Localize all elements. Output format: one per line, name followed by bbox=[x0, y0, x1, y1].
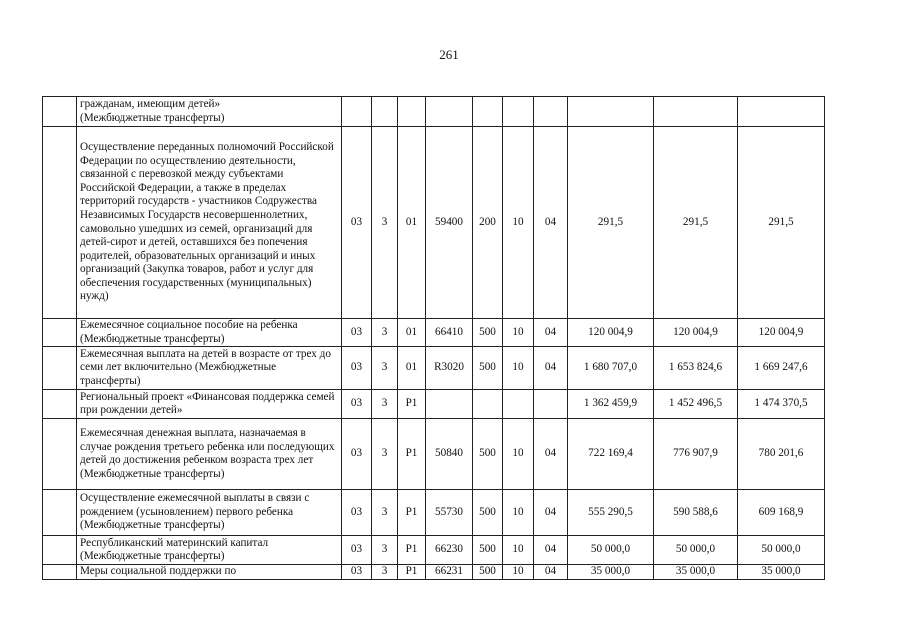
row-number-cell bbox=[43, 127, 77, 319]
amount-cell: 120 004,9 bbox=[654, 319, 738, 347]
description-cell: Ежемесячная выплата на детей в возрасте от трех до семи лет включительно (Межбюджетные трансферты) bbox=[77, 347, 342, 390]
code-cell: 04 bbox=[534, 347, 568, 390]
description-cell: гражданам, имеющим детей» (Межбюджетные трансферты) bbox=[77, 97, 342, 127]
code-cell: 500 bbox=[473, 319, 503, 347]
budget-table bbox=[42, 96, 825, 580]
table-row bbox=[43, 390, 825, 419]
description-cell: Ежемесячное социальное пособие на ребенка (Межбюджетные трансферты) bbox=[77, 319, 342, 347]
code-cell: P1 bbox=[398, 390, 426, 419]
code-cell: 55730 bbox=[426, 490, 473, 536]
code-cell: 10 bbox=[503, 419, 534, 490]
code-cell: P1 bbox=[398, 490, 426, 536]
amount-cell bbox=[738, 97, 825, 127]
amount-cell: 291,5 bbox=[738, 127, 825, 319]
description-cell: Осуществление ежемесячной выплаты в связи с рождением (усыновлением) первого ребенка (Межбюджетные трансферты) bbox=[77, 490, 342, 536]
code-cell: 10 bbox=[503, 490, 534, 536]
code-cell: 3 bbox=[372, 419, 398, 490]
page-number: 261 bbox=[439, 47, 459, 62]
code-cell: 10 bbox=[503, 319, 534, 347]
amount-cell: 722 169,4 bbox=[568, 419, 654, 490]
table-row bbox=[43, 97, 825, 127]
code-cell: 03 bbox=[342, 127, 372, 319]
table-row bbox=[43, 419, 825, 490]
amount-cell: 120 004,9 bbox=[738, 319, 825, 347]
code-cell: 50840 bbox=[426, 419, 473, 490]
amount-cell: 1 474 370,5 bbox=[738, 390, 825, 419]
amount-cell: 590 588,6 bbox=[654, 490, 738, 536]
row-number-cell bbox=[43, 565, 77, 580]
code-cell: 3 bbox=[372, 490, 398, 536]
code-cell: 66230 bbox=[426, 536, 473, 565]
code-cell bbox=[426, 390, 473, 419]
code-cell bbox=[534, 97, 568, 127]
code-cell: P1 bbox=[398, 419, 426, 490]
table-row bbox=[43, 319, 825, 347]
amount-cell: 555 290,5 bbox=[568, 490, 654, 536]
code-cell: 66410 bbox=[426, 319, 473, 347]
code-cell: 04 bbox=[534, 419, 568, 490]
row-number-cell bbox=[43, 319, 77, 347]
amount-cell: 609 168,9 bbox=[738, 490, 825, 536]
code-cell: 04 bbox=[534, 536, 568, 565]
amount-cell: 1 362 459,9 bbox=[568, 390, 654, 419]
amount-cell: 50 000,0 bbox=[738, 536, 825, 565]
amount-cell bbox=[654, 97, 738, 127]
amount-cell: 50 000,0 bbox=[654, 536, 738, 565]
amount-cell: 35 000,0 bbox=[738, 565, 825, 580]
code-cell: 10 bbox=[503, 127, 534, 319]
code-cell: 500 bbox=[473, 536, 503, 565]
description-cell: Региональный проект «Финансовая поддержка семей при рождении детей» bbox=[77, 390, 342, 419]
code-cell: 01 bbox=[398, 319, 426, 347]
code-cell: 04 bbox=[534, 319, 568, 347]
description-cell: Осуществление переданных полномочий Российской Федерации по осуществлению деятельности, связанной с перевозкой между субъектами Российской Федерации, а также в пределах территорий государств - участников Содружества Независимых Государств несовершеннолетних, самовольно ушедших из семей, организаций для детей-сирот и детей, оставшихся без попечения родителей, образовательных организаций и иных организаций (Закупка товаров, работ и услуг для обеспечения государственных (муниципальных) нужд) bbox=[77, 127, 342, 319]
code-cell: 03 bbox=[342, 390, 372, 419]
code-cell: 03 bbox=[342, 565, 372, 580]
amount-cell: 35 000,0 bbox=[654, 565, 738, 580]
code-cell: 10 bbox=[503, 347, 534, 390]
table-row bbox=[43, 127, 825, 319]
row-number-cell bbox=[43, 419, 77, 490]
amount-cell: 50 000,0 bbox=[568, 536, 654, 565]
amount-cell: 780 201,6 bbox=[738, 419, 825, 490]
amount-cell: 776 907,9 bbox=[654, 419, 738, 490]
table-row bbox=[43, 347, 825, 390]
code-cell: 3 bbox=[372, 390, 398, 419]
code-cell: 04 bbox=[534, 565, 568, 580]
code-cell: 03 bbox=[342, 490, 372, 536]
description-cell: Меры социальной поддержки по bbox=[77, 565, 342, 580]
code-cell bbox=[503, 390, 534, 419]
code-cell: P1 bbox=[398, 536, 426, 565]
code-cell: 04 bbox=[534, 127, 568, 319]
code-cell: 01 bbox=[398, 347, 426, 390]
table-row bbox=[43, 490, 825, 536]
code-cell bbox=[426, 97, 473, 127]
amount-cell: 291,5 bbox=[654, 127, 738, 319]
code-cell bbox=[503, 97, 534, 127]
code-cell: 01 bbox=[398, 127, 426, 319]
description-cell: Республиканский материнский капитал (Межбюджетные трансферты) bbox=[77, 536, 342, 565]
code-cell: 3 bbox=[372, 536, 398, 565]
code-cell: 03 bbox=[342, 319, 372, 347]
code-cell: 500 bbox=[473, 419, 503, 490]
code-cell: 10 bbox=[503, 565, 534, 580]
amount-cell bbox=[568, 97, 654, 127]
code-cell: 04 bbox=[534, 490, 568, 536]
table-row bbox=[43, 565, 825, 580]
amount-cell: 1 669 247,6 bbox=[738, 347, 825, 390]
table-row bbox=[43, 536, 825, 565]
code-cell: 59400 bbox=[426, 127, 473, 319]
code-cell bbox=[473, 390, 503, 419]
code-cell: 200 bbox=[473, 127, 503, 319]
code-cell bbox=[372, 97, 398, 127]
row-number-cell bbox=[43, 536, 77, 565]
code-cell: 3 bbox=[372, 127, 398, 319]
code-cell: 3 bbox=[372, 565, 398, 580]
row-number-cell bbox=[43, 347, 77, 390]
code-cell bbox=[473, 97, 503, 127]
amount-cell: 1 452 496,5 bbox=[654, 390, 738, 419]
code-cell: 3 bbox=[372, 347, 398, 390]
description-cell: Ежемесячная денежная выплата, назначаемая в случае рождения третьего ребенка или последующих детей до достижения ребенком возраста трех лет (Межбюджетные трансферты) bbox=[77, 419, 342, 490]
code-cell: 3 bbox=[372, 319, 398, 347]
code-cell: 500 bbox=[473, 565, 503, 580]
code-cell bbox=[534, 390, 568, 419]
code-cell: 10 bbox=[503, 536, 534, 565]
code-cell: 03 bbox=[342, 347, 372, 390]
code-cell: 500 bbox=[473, 490, 503, 536]
code-cell: 03 bbox=[342, 419, 372, 490]
code-cell: 500 bbox=[473, 347, 503, 390]
amount-cell: 1 680 707,0 bbox=[568, 347, 654, 390]
amount-cell: 291,5 bbox=[568, 127, 654, 319]
code-cell: 66231 bbox=[426, 565, 473, 580]
code-cell: P1 bbox=[398, 565, 426, 580]
row-number-cell bbox=[43, 97, 77, 127]
amount-cell: 35 000,0 bbox=[568, 565, 654, 580]
amount-cell: 1 653 824,6 bbox=[654, 347, 738, 390]
row-number-cell bbox=[43, 390, 77, 419]
code-cell: 03 bbox=[342, 536, 372, 565]
code-cell: R3020 bbox=[426, 347, 473, 390]
amount-cell: 120 004,9 bbox=[568, 319, 654, 347]
code-cell bbox=[398, 97, 426, 127]
code-cell bbox=[342, 97, 372, 127]
row-number-cell bbox=[43, 490, 77, 536]
